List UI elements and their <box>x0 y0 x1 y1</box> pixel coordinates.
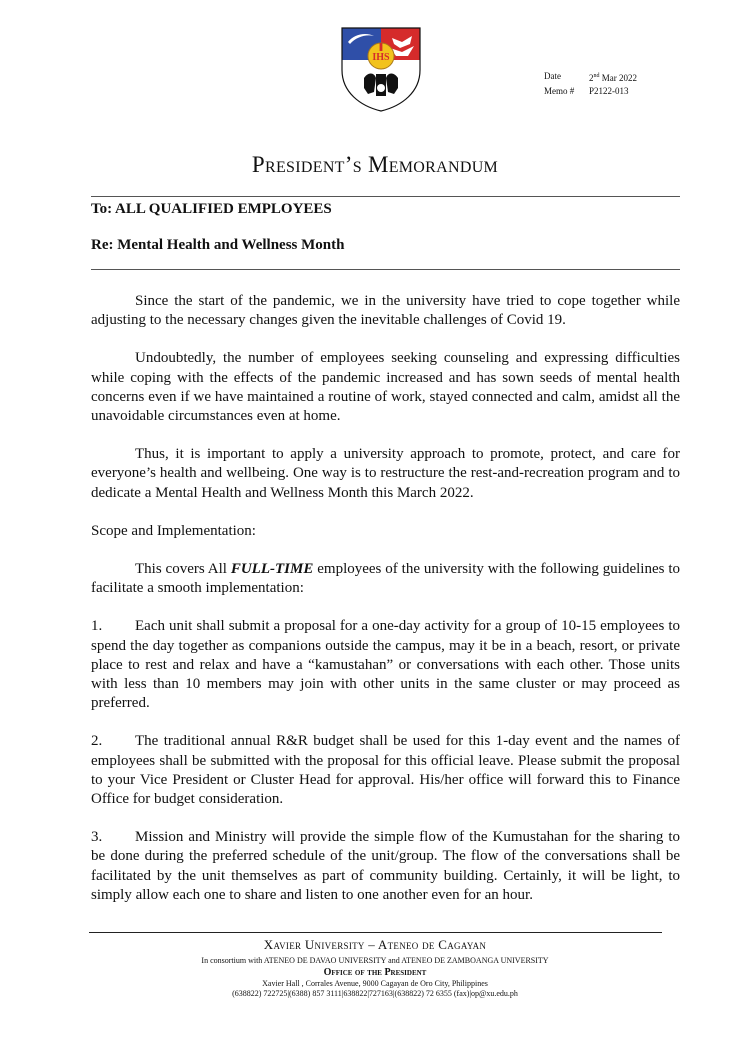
footer-office: Office of the President <box>323 967 427 978</box>
date-label: Date <box>544 71 561 81</box>
memo-body <box>91 292 680 924</box>
paragraph-1: Since the start of the pandemic, we in the university have tried to cope together while adjusting to the necessary changes given the inevitable challenges of Covid 19. <box>91 293 680 329</box>
letterhead-footer <box>0 937 750 998</box>
date-value: 2nd Mar 2022 <box>589 73 637 83</box>
scope-heading: Scope and Implementation: <box>91 522 256 539</box>
footer-address: Xavier Hall , Corrales Avenue, 9000 Cagayan de Oro City, Philippines <box>262 979 488 988</box>
svg-text:IHS: IHS <box>372 52 390 63</box>
memo-number-value: P2122-013 <box>589 86 629 96</box>
re-line: Re: Mental Health and Wellness Month <box>91 237 345 253</box>
footer-consortium: In consortium with ATENEO DE DAVAO UNIVERSITY and ATENEO DE ZAMBOANGA UNIVERSITY <box>201 956 549 965</box>
footer-contacts: (638822) 722725|(6388) 857 3111|638822|727163|(638822) 72 6355 (fax)|op@xu.edu.ph <box>232 989 518 998</box>
footer-university: Xavier University – Ateneo de Cagayan <box>263 937 487 952</box>
to-line: To: ALL QUALIFIED EMPLOYEES <box>91 201 332 217</box>
memo-meta-block <box>544 70 637 98</box>
paragraph-2: Undoubtedly, the number of employees seeking counseling and expressing difficulties while coping with the effects of the pandemic increased and has sown seeds of mental health concerns even if we have maintained a routine of work, stayed connected and calm, amidst all the unavoidable circumstances even at home. <box>91 350 680 425</box>
guideline-item-1: 1. Each unit shall submit a proposal for a one-day activity for a group of 10-15 employees to spend the day together as companions outside the campus, may it be in a beach, resort, or private place to rest and relax and have a “kamustahan” or conversations with each other. Those units with less than 10 members may join with other units in the same cluster or may proceed as preferred. <box>91 618 680 712</box>
guideline-item-2: 2. The traditional annual R&R budget shall be used for this 1-day event and the names of employees shall be submitted with the proposal for this official leave. Please submit the proposal to your Vice President or Cluster Head for approval. His/her office will forward this to Finance Office for budget consideration. <box>91 733 680 808</box>
divider-bottom <box>91 269 680 270</box>
memo-title: President’s Memorandum <box>251 152 499 177</box>
paragraph-3: Thus, it is important to apply a university approach to promote, protect, and care for everyone’s health and wellbeing. One way is to restructure the rest-and-recreation program and to dedicate a Mental Health and Wellness Month this March 2022. <box>91 446 680 501</box>
memo-number-label: Memo # <box>544 86 575 96</box>
date-row <box>544 70 637 85</box>
guideline-item-3: 3. Mission and Ministry will provide the simple flow of the Kumustahan for the sharing to be done during the preferred schedule of the unit/group. The flow of the conversations shall be facilitated by the unit themselves as part of community building. Certainly, it will be light, to simply allow each one to share and listen to one another even for an hour. <box>91 829 680 903</box>
divider-top <box>91 196 680 197</box>
paragraph-4: This covers All FULL-TIME employees of the university with the following guidelines to facilitate a smooth implementation: <box>91 561 680 597</box>
memo-number-row <box>544 85 637 98</box>
footer-divider <box>89 932 662 933</box>
university-crest-logo <box>340 26 422 112</box>
